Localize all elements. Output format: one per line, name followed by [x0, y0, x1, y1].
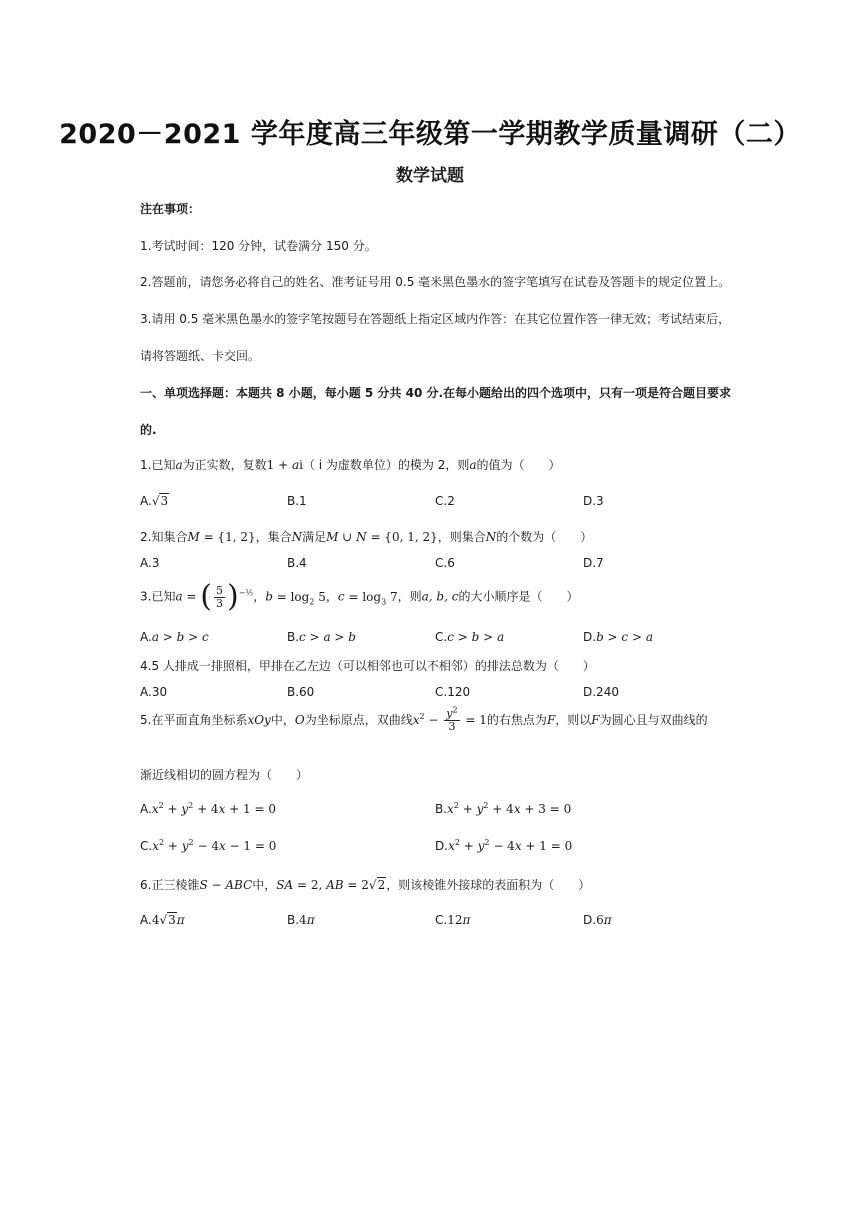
question-5-stem: 5.在平面直角坐标系xOy中，O为坐标原点，双曲线$x^2$ − $\frac{y^2}{3}$ = 1的右焦点为F，则以F为圆心且与双曲线的 [140, 705, 708, 733]
q6-option-c: C.12π [435, 913, 471, 927]
q4-option-b: B.60 [287, 685, 315, 699]
q5-option-c: $C.x^2 + y^2 - 4x - 1 = 0$ [140, 838, 277, 853]
q5-option-b: $B.x^2 + y^2 + 4x + 3 = 0$ [435, 801, 572, 816]
question-3-stem: 3.已知a = ( $\frac{5}{3}$ )$^{-\frac{1}{2}}$，$b = \log_2 5$，$c = \log_3 7$，则a, b, c的大小顺序是（ ） [140, 579, 579, 614]
question-6-stem: 6.正三棱锥S − ABC中，SA = 2, AB = 2√2，则该棱锥外接球的表面积为（ ） [140, 878, 591, 892]
question-2-stem: 2.知集合M = {1, 2}，集合N满足M ∪ N = {0, 1, 2}，则集合N的个数为（ ） [140, 530, 593, 544]
q6-option-d: D.6π [583, 913, 612, 927]
q3-option-c: C.c > b > a [435, 630, 505, 644]
q1-option-b: B.1 [287, 494, 307, 508]
section-heading-line1: 一、单项选择题：本题共 8 小题，每小题 5 分共 40 分.在每小题给出的四个选项中，只有一项是符合题目要求 [140, 386, 732, 400]
q2-option-a: A.3 [140, 556, 160, 570]
q2-option-c: C.6 [435, 556, 455, 570]
notes-heading: 注在事项： [140, 202, 201, 216]
exam-subtitle: 数学试题 [396, 166, 464, 186]
q4-option-c: C.120 [435, 685, 471, 699]
question-5-stem-line2: 渐近线相切的圆方程为（ ） [140, 768, 309, 782]
note-item-2: 2.答题前，请您务必将自己的姓名、准考证号用 0.5 毫米黑色墨水的签字笔填写在试卷及答题卡的规定位置上。 [140, 275, 731, 289]
question-4-stem: 4.5 人排成一排照相，甲排在乙左边（可以相邻也可以不相邻）的排法总数为（ ） [140, 659, 595, 673]
q4-option-d: D.240 [583, 685, 619, 699]
q2-option-d: D.7 [583, 556, 604, 570]
section-heading-line2: 的. [140, 423, 157, 437]
q4-option-a: A.30 [140, 685, 168, 699]
q5-option-d: $D.x^2 + y^2 - 4x + 1 = 0$ [435, 838, 573, 853]
q1-option-d: D.3 [583, 494, 604, 508]
q2-option-b: B.4 [287, 556, 307, 570]
q5-option-a: $A.x^2 + y^2 + 4x + 1 = 0$ [140, 801, 276, 816]
q3-option-b: B.c > a > b [287, 630, 356, 644]
question-1-stem: 1.已知a为正实数，复数1 + ai（ i 为虚数单位）的模为 2，则a的值为（ ） [140, 458, 561, 472]
note-item-1: 1.考试时间：120 分钟，试卷满分 150 分。 [140, 239, 377, 253]
q6-option-b: B.4π [287, 913, 315, 927]
exam-title: 2020－2021 学年度高三年级第一学期教学质量调研（二） [59, 119, 801, 150]
note-item-3: 3.请用 0.5 毫米黑色墨水的签字笔按题号在答题纸上指定区域内作答：在其它位置作答一律无效；考试结束后， [140, 312, 731, 326]
q3-option-d: D.b > c > a [583, 630, 653, 644]
note-item-4: 请将答题纸、卡交回。 [140, 349, 261, 363]
q6-option-a: A.4√3π [140, 913, 185, 927]
q3-option-a: A.a > b > c [140, 630, 209, 644]
q1-option-a: A.√3 [140, 494, 169, 508]
q1-option-c: C.2 [435, 494, 455, 508]
